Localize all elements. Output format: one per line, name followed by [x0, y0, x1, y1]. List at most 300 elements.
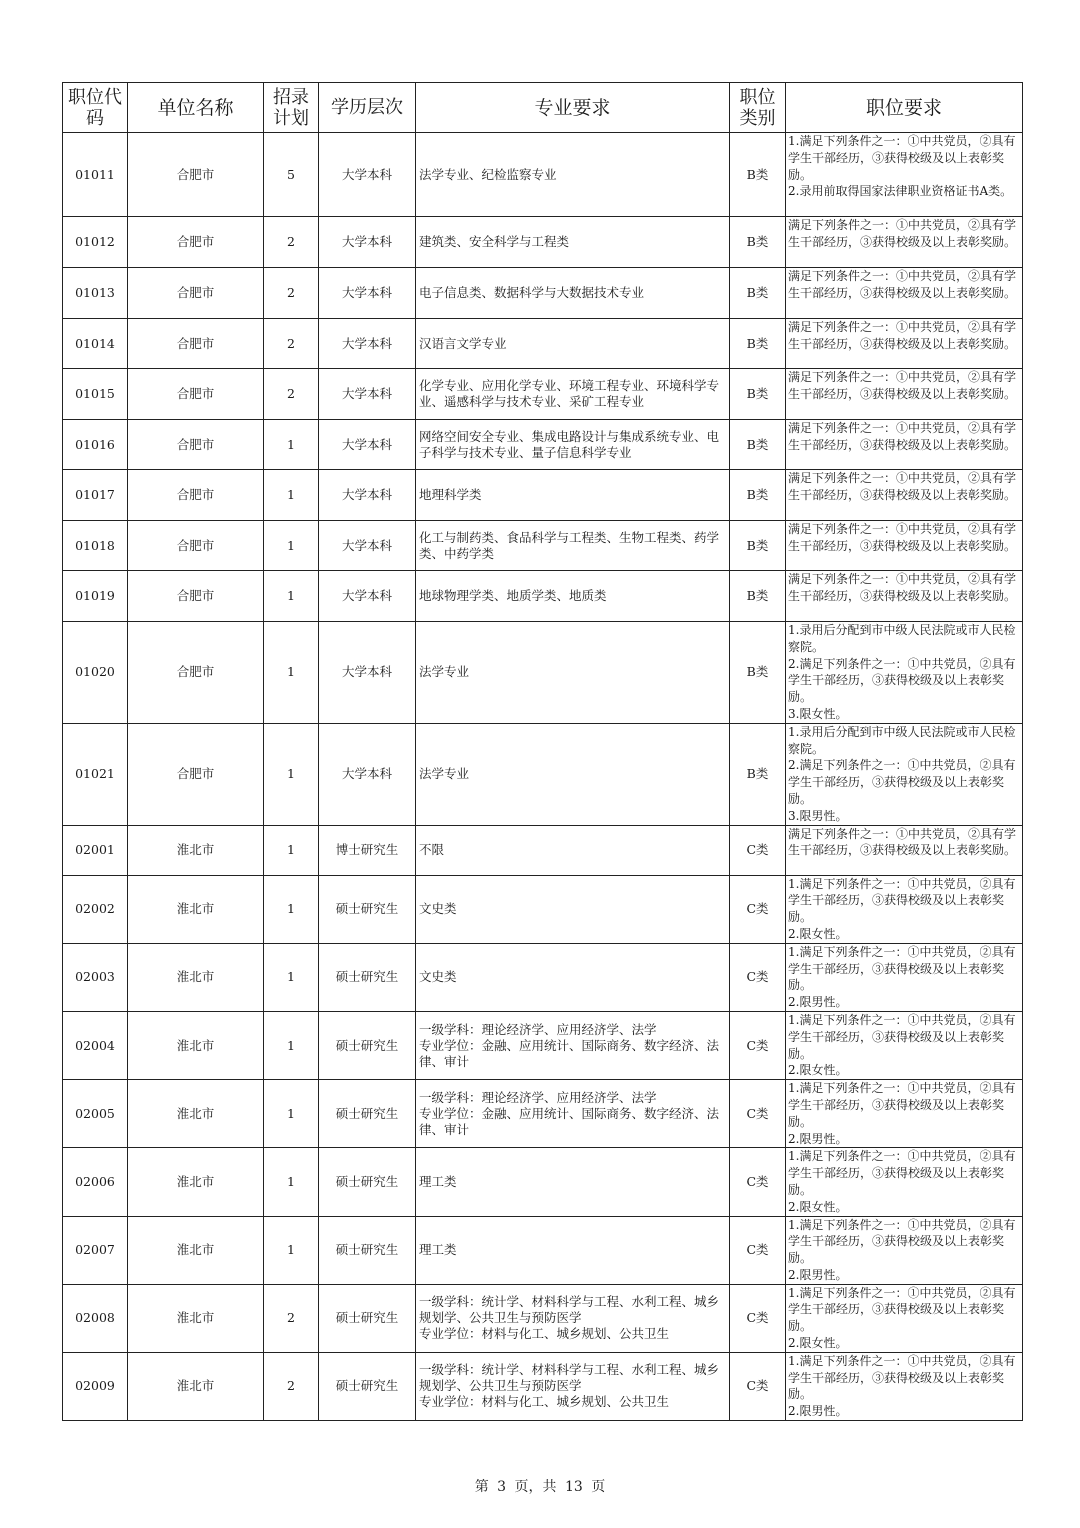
- cell-category: [730, 369, 786, 420]
- cell-requirement-line: 2.限女性。: [788, 1336, 848, 1351]
- cell-category-line: C类: [746, 901, 769, 917]
- cell-edu-line: 大学本科: [341, 166, 392, 182]
- cell-code: [63, 1080, 128, 1148]
- cell-unit: [128, 133, 264, 217]
- header-major-text: 专业要求: [534, 96, 611, 119]
- cell-category: [730, 470, 786, 521]
- cell-major: [416, 723, 730, 825]
- cell-major-line: 网络空间安全专业、集成电路设计与集成系统专业、电子科学与技术专业、量子信息科学专业: [419, 428, 720, 460]
- cell-edu: [319, 268, 416, 319]
- cell-category: [730, 521, 786, 571]
- cell-category: [730, 133, 786, 217]
- cell-category-line: B类: [746, 285, 769, 300]
- cell-edu: [319, 217, 416, 268]
- cell-unit: [128, 470, 264, 521]
- cell-plan: [264, 943, 319, 1011]
- cell-plan-line: 5: [287, 166, 295, 182]
- table-row: [63, 943, 1023, 1011]
- cell-requirement: [786, 268, 1023, 319]
- cell-requirement-line: 满足下列条件之一：①中共党员，②具有学生干部经历，③获得校级及以上表彰奖励。: [788, 421, 1017, 452]
- cell-code-line: 01021: [75, 766, 115, 782]
- cell-unit-line: 淮北市: [176, 1173, 215, 1189]
- cell-requirement-line: 满足下列条件之一：①中共党员，②具有学生干部经历，③获得校级及以上表彰奖励。: [788, 572, 1017, 603]
- cell-code: [63, 369, 128, 420]
- cell-unit-line: 合肥市: [176, 436, 215, 452]
- cell-plan-line: 2: [287, 386, 295, 401]
- cell-unit-line: 合肥市: [176, 166, 215, 182]
- position-table: [62, 82, 1023, 1421]
- cell-unit-line: 合肥市: [176, 386, 215, 401]
- cell-code: [63, 268, 128, 319]
- cell-code: [63, 1011, 128, 1079]
- cell-edu-line: 大学本科: [341, 335, 392, 351]
- cell-edu: [319, 521, 416, 571]
- cell-edu-line: 大学本科: [341, 285, 392, 300]
- cell-unit-line: 淮北市: [176, 1242, 215, 1258]
- cell-unit: [128, 1352, 264, 1420]
- cell-requirement-line: 1.录用后分配到市中级人民法院或市人民检察院。: [788, 623, 1016, 654]
- cell-category-line: B类: [746, 588, 769, 603]
- cell-requirement: [786, 943, 1023, 1011]
- cell-requirement: [786, 571, 1023, 622]
- cell-code: [63, 1284, 128, 1352]
- table-row: [63, 1011, 1023, 1079]
- cell-plan-line: 2: [287, 1310, 295, 1326]
- cell-requirement-line: 2.满足下列条件之一：①中共党员，②具有学生干部经历，③获得校级及以上表彰奖励。: [788, 656, 1016, 705]
- cell-unit-line: 合肥市: [176, 588, 215, 603]
- header-code-text: 职位代码: [68, 86, 122, 129]
- cell-plan-line: 1: [287, 436, 295, 452]
- header-requirement-text: 职位要求: [865, 96, 942, 119]
- cell-code: [63, 875, 128, 943]
- cell-category-line: B类: [746, 766, 769, 782]
- cell-edu: [319, 1284, 416, 1352]
- cell-major: [416, 622, 730, 724]
- cell-code: [63, 420, 128, 470]
- cell-category-line: B类: [746, 436, 769, 452]
- cell-major-line: 理工类: [419, 1242, 457, 1258]
- cell-requirement-line: 1.满足下列条件之一：①中共党员，②具有学生干部经历，③获得校级及以上表彰奖励。: [788, 1285, 1016, 1334]
- cell-major-line: 理工类: [419, 1173, 457, 1189]
- footer-page-suffix: 页，共: [514, 1479, 557, 1495]
- cell-plan: [264, 319, 319, 369]
- cell-major: [416, 1284, 730, 1352]
- cell-requirement-line: 满足下列条件之一：①中共党员，②具有学生干部经历，③获得校级及以上表彰奖励。: [788, 320, 1017, 351]
- cell-requirement-line: 满足下列条件之一：①中共党员，②具有学生干部经历，③获得校级及以上表彰奖励。: [788, 471, 1017, 502]
- cell-unit: [128, 369, 264, 420]
- table-row: [63, 217, 1023, 268]
- cell-requirement: [786, 1216, 1023, 1284]
- cell-major-line: 建筑类、安全科学与工程类: [419, 234, 570, 249]
- cell-code-line: 01017: [75, 487, 115, 502]
- cell-code: [63, 133, 128, 217]
- cell-category-line: B类: [746, 234, 769, 249]
- cell-edu-line: 博士研究生: [335, 842, 399, 858]
- cell-requirement-line: 1.满足下列条件之一：①中共党员，②具有学生干部经历，③获得校级及以上表彰奖励。: [788, 1149, 1016, 1197]
- cell-code: [63, 1148, 128, 1216]
- cell-plan-line: 2: [287, 335, 295, 351]
- cell-requirement: [786, 1011, 1023, 1079]
- cell-requirement-line: 3.限女性。: [788, 706, 848, 721]
- header-unit-text: 单位名称: [157, 96, 234, 119]
- cell-plan-line: 1: [287, 901, 295, 917]
- cell-plan-line: 1: [287, 1105, 295, 1121]
- table-row: [63, 825, 1023, 875]
- cell-major: [416, 268, 730, 319]
- cell-requirement-line: 1.录用后分配到市中级人民法院或市人民检察院。: [788, 724, 1016, 756]
- cell-code-line: 02003: [75, 969, 115, 985]
- cell-requirement-line: 2.限男性。: [788, 1404, 848, 1419]
- cell-requirement: [786, 825, 1023, 875]
- cell-code-line: 01020: [75, 664, 115, 680]
- cell-edu: [319, 1352, 416, 1420]
- cell-plan-line: 1: [287, 842, 295, 858]
- table-body: [63, 133, 1023, 1421]
- cell-edu-line: 硕士研究生: [335, 1310, 399, 1326]
- cell-plan: [264, 1216, 319, 1284]
- cell-unit: [128, 1011, 264, 1079]
- cell-code-line: 02002: [75, 901, 115, 917]
- cell-major-line: 文史类: [419, 901, 457, 917]
- cell-category: [730, 217, 786, 268]
- cell-unit: [128, 1080, 264, 1148]
- cell-edu-line: 硕士研究生: [335, 969, 399, 985]
- cell-major: [416, 521, 730, 571]
- header-code: [63, 83, 128, 133]
- cell-code: [63, 943, 128, 1011]
- cell-category: [730, 1216, 786, 1284]
- cell-code-line: 01011: [75, 166, 115, 182]
- cell-category: [730, 875, 786, 943]
- cell-requirement-line: 满足下列条件之一：①中共党员，②具有学生干部经历，③获得校级及以上表彰奖励。: [788, 522, 1017, 553]
- cell-plan: [264, 1352, 319, 1420]
- cell-edu: [319, 943, 416, 1011]
- cell-category-line: C类: [746, 842, 769, 858]
- cell-unit: [128, 1284, 264, 1352]
- cell-category: [730, 1352, 786, 1420]
- cell-edu-line: 大学本科: [341, 386, 392, 401]
- cell-code: [63, 571, 128, 622]
- header-edu: [319, 83, 416, 133]
- cell-category: [730, 1148, 786, 1216]
- cell-code: [63, 521, 128, 571]
- cell-category: [730, 319, 786, 369]
- cell-edu: [319, 1011, 416, 1079]
- cell-code-line: 01019: [75, 588, 115, 603]
- cell-code-line: 01016: [75, 436, 115, 452]
- cell-edu: [319, 1216, 416, 1284]
- cell-major-line: 一级学科：统计学、材料科学与工程、水利工程、城乡规划学、公共卫生与预防医学: [419, 1294, 720, 1326]
- cell-plan: [264, 1284, 319, 1352]
- header-unit: [128, 83, 264, 133]
- table-row: [63, 1216, 1023, 1284]
- cell-requirement-line: 2.录用前取得国家法律职业资格证书A类。: [788, 184, 1013, 199]
- cell-code-line: 01014: [75, 335, 115, 351]
- cell-major: [416, 420, 730, 470]
- table-row: [63, 723, 1023, 825]
- cell-code-line: 01013: [75, 285, 115, 300]
- table-row: [63, 1080, 1023, 1148]
- cell-requirement: [786, 420, 1023, 470]
- cell-major-line: 法学专业: [419, 664, 470, 680]
- cell-major-line: 化工与制药类、食品科学与工程类、生物工程类、药学类、中药学类: [419, 529, 720, 561]
- cell-major-line: 法学专业: [419, 766, 470, 782]
- cell-edu-line: 大学本科: [341, 588, 392, 603]
- cell-unit: [128, 1148, 264, 1216]
- cell-code-line: 02006: [75, 1173, 115, 1189]
- cell-requirement: [786, 521, 1023, 571]
- cell-major-line: 专业学位：材料与化工、城乡规划、公共卫生: [419, 1394, 670, 1410]
- cell-unit: [128, 268, 264, 319]
- cell-major: [416, 825, 730, 875]
- footer-prefix: 第: [474, 1479, 489, 1495]
- cell-category: [730, 268, 786, 319]
- cell-category-line: C类: [746, 1037, 769, 1053]
- cell-unit: [128, 319, 264, 369]
- cell-edu: [319, 825, 416, 875]
- cell-plan: [264, 420, 319, 470]
- document-page: [62, 82, 1022, 1421]
- cell-category-line: C类: [746, 1173, 769, 1189]
- cell-category-line: B类: [746, 487, 769, 502]
- cell-edu: [319, 1148, 416, 1216]
- cell-major: [416, 1080, 730, 1148]
- cell-plan: [264, 1148, 319, 1216]
- cell-plan-line: 1: [287, 588, 295, 603]
- cell-category: [730, 1011, 786, 1079]
- cell-edu-line: 硕士研究生: [335, 1173, 399, 1189]
- cell-code: [63, 1352, 128, 1420]
- page-footer: [0, 1476, 1080, 1496]
- cell-major: [416, 369, 730, 420]
- cell-requirement: [786, 1284, 1023, 1352]
- cell-code: [63, 217, 128, 268]
- cell-requirement: [786, 723, 1023, 825]
- cell-code: [63, 1216, 128, 1284]
- cell-edu-line: 大学本科: [341, 537, 392, 553]
- cell-major: [416, 875, 730, 943]
- cell-edu: [319, 420, 416, 470]
- cell-code-line: 02005: [75, 1105, 115, 1121]
- cell-category-line: B类: [746, 166, 769, 182]
- cell-unit: [128, 217, 264, 268]
- cell-category: [730, 1080, 786, 1148]
- table-row: [63, 268, 1023, 319]
- table-header-row: [63, 83, 1023, 133]
- cell-code-line: 02009: [75, 1378, 115, 1394]
- cell-requirement-line: 1.满足下列条件之一：①中共党员，②具有学生干部经历，③获得校级及以上表彰奖励。: [788, 134, 1016, 182]
- cell-category-line: C类: [746, 1310, 769, 1326]
- cell-edu-line: 硕士研究生: [335, 1105, 399, 1121]
- cell-unit-line: 合肥市: [176, 234, 215, 249]
- cell-major-line: 地理科学类: [419, 487, 482, 502]
- cell-category: [730, 420, 786, 470]
- cell-requirement-line: 满足下列条件之一：①中共党员，②具有学生干部经历，③获得校级及以上表彰奖励。: [788, 269, 1017, 300]
- cell-plan-line: 1: [287, 537, 295, 553]
- cell-major: [416, 571, 730, 622]
- cell-major-line: 电子信息类、数据科学与大数据技术专业: [419, 285, 645, 300]
- cell-requirement-line: 1.满足下列条件之一：①中共党员，②具有学生干部经历，③获得校级及以上表彰奖励。: [788, 1217, 1016, 1266]
- cell-requirement: [786, 319, 1023, 369]
- cell-major: [416, 1011, 730, 1079]
- cell-unit-line: 合肥市: [176, 285, 215, 300]
- cell-plan: [264, 875, 319, 943]
- cell-requirement-line: 2.限女性。: [788, 1063, 848, 1078]
- cell-unit: [128, 571, 264, 622]
- cell-major: [416, 133, 730, 217]
- header-category: [730, 83, 786, 133]
- cell-major: [416, 470, 730, 521]
- cell-unit-line: 合肥市: [176, 766, 215, 782]
- cell-edu-line: 大学本科: [341, 487, 392, 502]
- cell-unit: [128, 825, 264, 875]
- cell-code-line: 01015: [75, 386, 115, 401]
- cell-major: [416, 1352, 730, 1420]
- cell-plan: [264, 521, 319, 571]
- cell-plan: [264, 571, 319, 622]
- cell-plan: [264, 1011, 319, 1079]
- cell-requirement-line: 2.限男性。: [788, 1131, 848, 1146]
- table-row: [63, 1148, 1023, 1216]
- cell-plan-line: 1: [287, 969, 295, 985]
- cell-edu-line: 硕士研究生: [335, 1242, 399, 1258]
- cell-code: [63, 622, 128, 724]
- cell-requirement: [786, 622, 1023, 724]
- cell-requirement-line: 1.满足下列条件之一：①中共党员，②具有学生干部经历，③获得校级及以上表彰奖励。: [788, 944, 1016, 993]
- cell-plan-line: 2: [287, 234, 295, 249]
- header-major: [416, 83, 730, 133]
- cell-code: [63, 470, 128, 521]
- cell-requirement-line: 1.满足下列条件之一：①中共党员，②具有学生干部经历，③获得校级及以上表彰奖励。: [788, 1081, 1016, 1129]
- footer-total-suffix: 页: [591, 1479, 606, 1495]
- cell-unit: [128, 622, 264, 724]
- cell-requirement-line: 2.限女性。: [788, 926, 848, 941]
- cell-requirement: [786, 1352, 1023, 1420]
- cell-major-line: 地球物理学类、地质学类、地质类: [419, 588, 607, 603]
- cell-requirement-line: 2.限男性。: [788, 995, 848, 1010]
- cell-edu: [319, 571, 416, 622]
- cell-category: [730, 943, 786, 1011]
- cell-major-line: 专业学位：材料与化工、城乡规划、公共卫生: [419, 1326, 670, 1342]
- cell-edu-line: 大学本科: [341, 664, 392, 680]
- cell-plan: [264, 470, 319, 521]
- cell-plan: [264, 1080, 319, 1148]
- cell-unit-line: 淮北市: [176, 1310, 215, 1326]
- cell-unit-line: 淮北市: [176, 969, 215, 985]
- cell-unit-line: 淮北市: [176, 842, 215, 858]
- cell-edu-line: 硕士研究生: [335, 1378, 399, 1394]
- table-row: [63, 133, 1023, 217]
- cell-edu: [319, 470, 416, 521]
- cell-category: [730, 1284, 786, 1352]
- cell-edu: [319, 369, 416, 420]
- cell-major-line: 化学专业、应用化学专业、环境工程专业、环境科学专业、遥感科学与技术专业、采矿工程专业: [419, 378, 720, 409]
- cell-plan-line: 2: [287, 1378, 295, 1394]
- header-category-text: 职位类别: [739, 86, 776, 129]
- cell-requirement-line: 3.限男性。: [788, 808, 848, 823]
- cell-major: [416, 943, 730, 1011]
- cell-category-line: C类: [746, 969, 769, 985]
- cell-major: [416, 319, 730, 369]
- cell-requirement-line: 2.满足下列条件之一：①中共党员，②具有学生干部经历，③获得校级及以上表彰奖励。: [788, 758, 1016, 806]
- cell-category-line: C类: [746, 1105, 769, 1121]
- cell-major: [416, 1148, 730, 1216]
- cell-plan: [264, 723, 319, 825]
- cell-plan: [264, 369, 319, 420]
- cell-requirement-line: 满足下列条件之一：①中共党员，②具有学生干部经历，③获得校级及以上表彰奖励。: [788, 826, 1017, 858]
- cell-requirement-line: 满足下列条件之一：①中共党员，②具有学生干部经历，③获得校级及以上表彰奖励。: [788, 218, 1017, 249]
- cell-plan: [264, 622, 319, 724]
- cell-unit: [128, 723, 264, 825]
- cell-plan-line: 2: [287, 285, 295, 300]
- cell-code: [63, 723, 128, 825]
- cell-code-line: 02001: [75, 842, 115, 858]
- cell-requirement: [786, 1080, 1023, 1148]
- cell-plan-line: 1: [287, 1173, 295, 1189]
- table-row: [63, 521, 1023, 571]
- cell-requirement-line: 1.满足下列条件之一：①中共党员，②具有学生干部经历，③获得校级及以上表彰奖励。: [788, 1353, 1016, 1402]
- cell-requirement: [786, 217, 1023, 268]
- footer-page-number: 3: [497, 1479, 507, 1495]
- table-row: [63, 1352, 1023, 1420]
- cell-major-line: 法学专业、纪检监察专业: [419, 166, 557, 182]
- cell-unit-line: 合肥市: [176, 537, 215, 553]
- cell-code-line: 02008: [75, 1310, 115, 1326]
- header-plan: [264, 83, 319, 133]
- header-plan-text: 招录计划: [273, 86, 309, 129]
- cell-category: [730, 622, 786, 724]
- cell-unit: [128, 521, 264, 571]
- cell-plan-line: 1: [287, 766, 295, 782]
- cell-plan-line: 1: [287, 664, 295, 680]
- cell-edu-line: 大学本科: [341, 234, 392, 249]
- cell-major-line: 一级学科：理论经济学、应用经济学、法学: [419, 1021, 657, 1037]
- cell-plan-line: 1: [287, 487, 295, 502]
- cell-category-line: B类: [746, 664, 769, 680]
- cell-code-line: 01012: [75, 234, 115, 249]
- cell-major: [416, 217, 730, 268]
- cell-category: [730, 571, 786, 622]
- cell-requirement-line: 满足下列条件之一：①中共党员，②具有学生干部经历，③获得校级及以上表彰奖励。: [788, 370, 1017, 401]
- cell-requirement: [786, 133, 1023, 217]
- cell-major-line: 不限: [419, 842, 445, 858]
- cell-plan: [264, 133, 319, 217]
- cell-unit-line: 淮北市: [176, 1105, 215, 1121]
- cell-category-line: B类: [746, 537, 769, 553]
- cell-major-line: 专业学位：金融、应用统计、国际商务、数字经济、法律、审计: [419, 1037, 720, 1069]
- header-requirement: [786, 83, 1023, 133]
- cell-unit-line: 淮北市: [176, 1037, 215, 1053]
- cell-plan: [264, 268, 319, 319]
- cell-requirement-line: 2.限男性。: [788, 1267, 848, 1282]
- cell-edu-line: 大学本科: [341, 766, 392, 782]
- table-row: [63, 369, 1023, 420]
- cell-major-line: 一级学科：统计学、材料科学与工程、水利工程、城乡规划学、公共卫生与预防医学: [419, 1362, 720, 1394]
- cell-edu: [319, 1080, 416, 1148]
- cell-unit-line: 合肥市: [176, 664, 215, 680]
- table-row: [63, 319, 1023, 369]
- cell-category: [730, 723, 786, 825]
- cell-edu-line: 硕士研究生: [335, 901, 399, 917]
- cell-edu: [319, 133, 416, 217]
- table-row: [63, 622, 1023, 724]
- cell-code: [63, 319, 128, 369]
- cell-unit-line: 淮北市: [176, 901, 215, 917]
- footer-total-pages: 13: [565, 1479, 583, 1495]
- cell-category: [730, 825, 786, 875]
- cell-edu-line: 硕士研究生: [335, 1037, 399, 1053]
- cell-requirement-line: 2.限女性。: [788, 1199, 848, 1214]
